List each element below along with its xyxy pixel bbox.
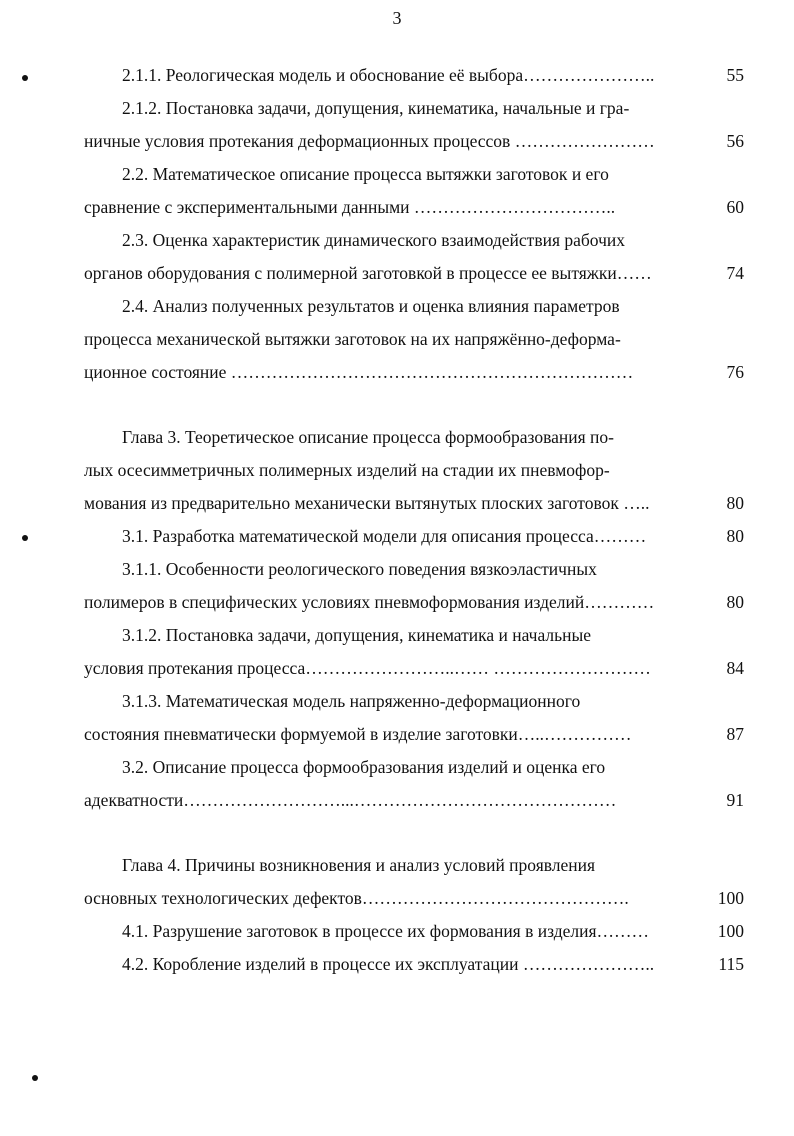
toc-entry-page: 87 [726, 724, 744, 744]
toc-chapter-4[interactable] [84, 882, 744, 915]
table-of-contents [84, 59, 744, 981]
toc-entry-title: 4.1. Разрушение заготовок в процессе их формования в изделия……… [122, 921, 650, 941]
toc-entry-2-4[interactable] [84, 356, 744, 389]
toc-entry-title: сравнение с экспериментальными данными …………………………….. [84, 197, 616, 217]
toc-entry-title: мования из предварительно механически вытянутых плоских заготовок ….. [84, 493, 650, 513]
toc-entry-page: 100 [717, 888, 744, 908]
toc-entry-page: 80 [726, 493, 744, 513]
toc-entry-2-2[interactable] [84, 191, 744, 224]
toc-entry-3-1-1-line-1[interactable]: 3.1.1. Особенности реологического поведения вязкоэластичных [122, 559, 597, 579]
toc-chapter-3-line-2[interactable]: лых осесимметричных полимерных изделий на стадии их пневмофор- [84, 460, 610, 480]
toc-entry-4-2[interactable] [84, 948, 744, 981]
toc-entry-3-1-2-line-1[interactable]: 3.1.2. Постановка задачи, допущения, кинематика и начальные [122, 625, 591, 645]
toc-entry-3-1-3-line-1[interactable]: 3.1.3. Математическая модель напряженно-деформационного [122, 691, 581, 711]
toc-entry-3-1-3[interactable] [84, 718, 744, 751]
toc-entry-title: условия протекания процесса……………………..…… ……………………… [84, 658, 651, 678]
toc-entry-title: 4.2. Коробление изделий в процессе их эксплуатации ………………….. [122, 954, 655, 974]
toc-entry-page: 76 [726, 362, 744, 382]
toc-entry-2-3-line-1[interactable]: 2.3. Оценка характеристик динамического взаимодействия рабочих [122, 230, 626, 250]
toc-entry-3-1[interactable] [84, 520, 744, 553]
toc-entry-page: 80 [726, 526, 744, 546]
toc-entry-2-1-2-line-1[interactable]: 2.1.2. Постановка задачи, допущения, кинематика, начальные и гра- [122, 98, 630, 118]
toc-entry-page: 60 [726, 197, 744, 217]
toc-entry-page: 115 [718, 954, 744, 974]
toc-entry-4-1[interactable] [84, 915, 744, 948]
toc-entry-3-1-1[interactable] [84, 586, 744, 619]
toc-entry-title: состояния пневматически формуемой в изделие заготовки…..…………… [84, 724, 632, 744]
toc-entry-2-1-2[interactable] [84, 125, 744, 158]
toc-chapter-3-line-1[interactable]: Глава 3. Теоретическое описание процесса формообразования по- [122, 427, 614, 447]
toc-entry-title: 3.1. Разработка математической модели для описания процесса……… [122, 526, 647, 546]
toc-entry-2-1-1[interactable] [84, 59, 744, 92]
toc-entry-page: 56 [726, 131, 744, 151]
toc-entry-title: органов оборудования с полимерной заготовкой в процессе ее вытяжки…… [84, 263, 652, 283]
toc-entry-3-2[interactable] [84, 784, 744, 817]
toc-entry-2-2-line-1[interactable]: 2.2. Математическое описание процесса вытяжки заготовок и его [122, 164, 609, 184]
section-gap [84, 817, 744, 849]
margin-dot-mark [32, 1075, 38, 1081]
toc-entry-page: 84 [726, 658, 744, 678]
toc-entry-title: полимеров в специфических условиях пневмоформования изделий………… [84, 592, 655, 612]
page-number: 3 [392, 8, 402, 28]
toc-entry-2-3[interactable] [84, 257, 744, 290]
toc-entry-page: 100 [717, 921, 744, 941]
toc-entry-title: адекватности………………………...……………………………………… [84, 790, 617, 810]
section-gap [84, 389, 744, 421]
toc-entry-title: 2.1.1. Реологическая модель и обоснование её выбора………………….. [122, 65, 655, 85]
toc-chapter-3[interactable] [84, 487, 744, 520]
toc-entry-page: 91 [726, 790, 744, 810]
toc-entry-title: ничные условия протекания деформационных процессов …………………… [84, 131, 655, 151]
toc-entry-2-4-line-2[interactable]: процесса механической вытяжки заготовок на их напряжённо-деформа- [84, 329, 621, 349]
toc-entry-title: основных технологических дефектов………………………………………. [84, 888, 629, 908]
toc-entry-3-1-2[interactable] [84, 652, 744, 685]
toc-entry-page: 74 [726, 263, 744, 283]
margin-dot-mark [22, 535, 28, 541]
toc-entry-page: 55 [726, 65, 744, 85]
margin-dot-mark [22, 75, 28, 81]
toc-chapter-4-line-1[interactable]: Глава 4. Причины возникновения и анализ условий проявления [122, 855, 596, 875]
toc-entry-2-4-line-1[interactable]: 2.4. Анализ полученных результатов и оценка влияния параметров [122, 296, 620, 316]
toc-entry-title: ционное состояние …………………………………………………………… [84, 362, 634, 382]
toc-entry-3-2-line-1[interactable]: 3.2. Описание процесса формообразования изделий и оценка его [122, 757, 606, 777]
toc-entry-page: 80 [726, 592, 744, 612]
